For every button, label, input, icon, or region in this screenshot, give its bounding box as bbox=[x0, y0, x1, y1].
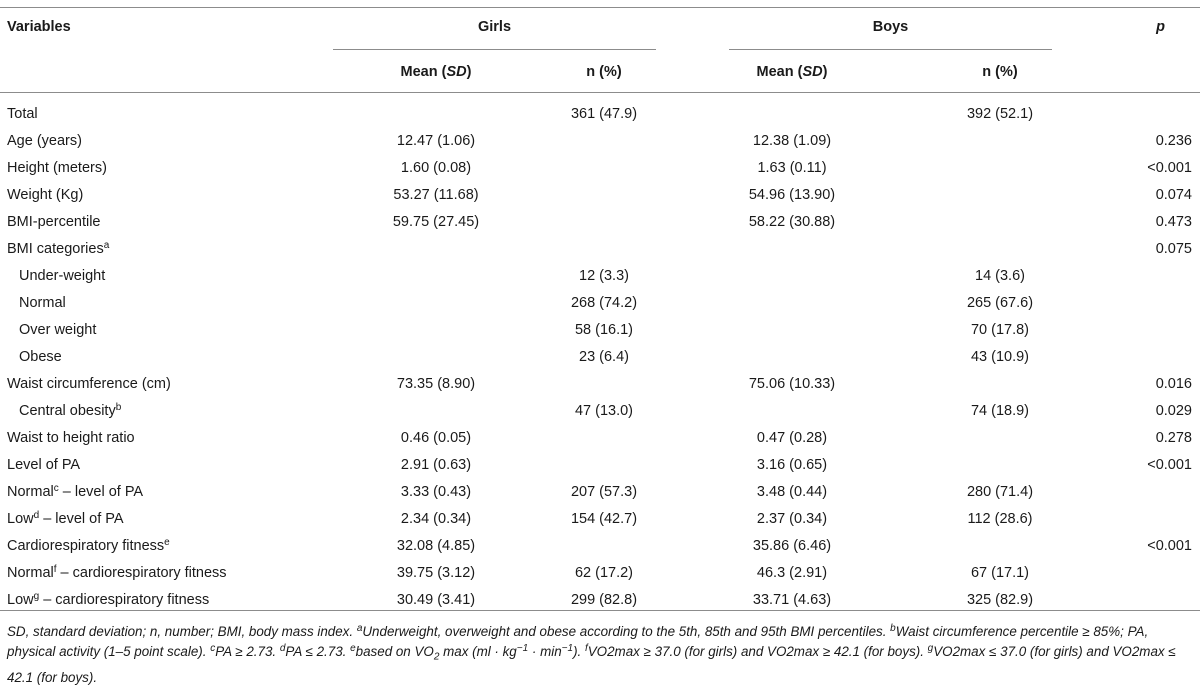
footnote-text: Underweight, overweight and obese according to the 5th, 85th and 95th BMI percentiles. bbox=[362, 624, 891, 639]
boys-mean-cell: 33.71 (4.63) bbox=[752, 592, 832, 608]
p-value-cell: 0.473 bbox=[1155, 214, 1192, 230]
boys-span-rule bbox=[729, 49, 1052, 50]
header-girls-n bbox=[504, 63, 704, 81]
boys-mean-cell: 58.22 (30.88) bbox=[748, 214, 836, 230]
row-label bbox=[19, 294, 66, 312]
p-value-cell: 0.029 bbox=[1155, 403, 1192, 419]
row-label-text: Height (meters) bbox=[7, 160, 107, 176]
girls-n-cell: 154 (42.7) bbox=[570, 511, 638, 527]
footnote-marker: a bbox=[356, 623, 363, 634]
footnote-marker: f bbox=[584, 643, 588, 654]
row-label-text: BMI-percentile bbox=[7, 214, 101, 230]
footnote-marker: c bbox=[210, 643, 216, 654]
row-label-text: Normal bbox=[19, 295, 66, 311]
row-label-suffix: – cardiorespiratory fitness bbox=[39, 592, 210, 608]
girls-mean-cell: 30.49 (3.41) bbox=[396, 592, 476, 608]
boys-n-cell: 67 (17.1) bbox=[970, 565, 1030, 581]
n-pct-label: n (%) bbox=[586, 64, 622, 80]
girls-mean-cell: 59.75 (27.45) bbox=[392, 214, 480, 230]
girls-n-cell: 268 (74.2) bbox=[570, 295, 638, 311]
row-label bbox=[7, 591, 209, 609]
row-label bbox=[19, 267, 105, 285]
footnote-text: based on VO bbox=[355, 644, 434, 659]
row-label-text: Weight (Kg) bbox=[7, 187, 84, 203]
row-label bbox=[7, 132, 82, 150]
mean-label: Mean (SD) bbox=[756, 64, 828, 80]
row-label-suffix: – level of PA bbox=[58, 484, 144, 500]
row-label bbox=[7, 510, 124, 528]
girls-n-cell: 207 (57.3) bbox=[570, 484, 638, 500]
footnote-marker: d bbox=[279, 643, 286, 654]
girls-mean-cell: 0.46 (0.05) bbox=[400, 430, 472, 446]
boys-mean-cell: 2.37 (0.34) bbox=[756, 511, 828, 527]
row-label bbox=[19, 348, 62, 366]
boys-mean-cell: 1.63 (0.11) bbox=[757, 160, 827, 176]
boys-n-cell: 280 (71.4) bbox=[966, 484, 1034, 500]
row-label-text: Low bbox=[7, 592, 34, 608]
footnote-marker: e bbox=[164, 537, 170, 548]
row-label bbox=[7, 105, 38, 123]
row-label bbox=[7, 456, 80, 474]
boys-n-cell: 70 (17.8) bbox=[970, 322, 1030, 338]
girls-span-rule bbox=[333, 49, 656, 50]
footnote-marker: d bbox=[33, 510, 40, 521]
girls-mean-cell: 3.33 (0.43) bbox=[400, 484, 472, 500]
table-footnote bbox=[7, 622, 1193, 688]
boys-mean-cell: 3.16 (0.65) bbox=[756, 457, 828, 473]
boys-mean-cell: 0.47 (0.28) bbox=[756, 430, 828, 446]
footnote-text: · min bbox=[528, 644, 562, 659]
boys-mean-cell: 12.38 (1.09) bbox=[752, 133, 832, 149]
boys-n-cell: 14 (3.6) bbox=[975, 268, 1025, 284]
table-bottom-rule bbox=[0, 610, 1200, 611]
row-label-text: Age (years) bbox=[7, 133, 82, 149]
girls-mean-cell: 2.34 (0.34) bbox=[400, 511, 472, 527]
row-label-text: Level of PA bbox=[7, 457, 81, 473]
footnote-text: ). bbox=[573, 644, 585, 659]
header-p: p bbox=[1156, 19, 1165, 35]
row-label-text: Over weight bbox=[19, 322, 97, 338]
girls-mean-cell: 2.91 (0.63) bbox=[400, 457, 472, 473]
row-label-text: Low bbox=[7, 511, 34, 527]
footnote-text: VO2max ≤ 37.0 (for girls) and VO2max ≤ 42.1 (for boys). bbox=[7, 644, 1176, 685]
n-pct-label: n (%) bbox=[982, 64, 1018, 80]
row-label bbox=[19, 402, 121, 420]
p-value-cell: <0.001 bbox=[1147, 457, 1192, 473]
p-value-cell: 0.278 bbox=[1155, 430, 1192, 446]
row-label-suffix: – level of PA bbox=[39, 511, 124, 527]
row-label bbox=[7, 213, 100, 231]
row-label bbox=[19, 321, 96, 339]
row-label-text: Central obesity bbox=[19, 403, 116, 419]
footnote-marker: g bbox=[927, 643, 934, 654]
boys-mean-cell: 54.96 (13.90) bbox=[748, 187, 836, 203]
girls-mean-cell: 12.47 (1.06) bbox=[396, 133, 476, 149]
boys-n-cell: 43 (10.9) bbox=[970, 349, 1030, 365]
header-boys-n bbox=[900, 63, 1100, 81]
row-label bbox=[7, 240, 109, 258]
footnote-marker: a bbox=[103, 240, 110, 251]
table-top-rule bbox=[0, 7, 1200, 8]
girls-n-cell: 58 (16.1) bbox=[574, 322, 634, 338]
row-label bbox=[7, 186, 83, 204]
boys-n-cell: 112 (28.6) bbox=[967, 511, 1033, 527]
row-label-text: Obese bbox=[19, 349, 62, 365]
row-label bbox=[7, 375, 171, 393]
girls-mean-cell: 73.35 (8.90) bbox=[396, 376, 476, 392]
girls-mean-cell: 53.27 (11.68) bbox=[393, 187, 479, 203]
row-label-text: Total bbox=[7, 106, 38, 122]
row-label-text: Under-weight bbox=[19, 268, 106, 284]
footnote-exponent: −1 bbox=[516, 643, 529, 654]
footnote-exponent: −1 bbox=[561, 643, 574, 654]
row-label bbox=[7, 564, 227, 582]
header-boys: Boys bbox=[872, 19, 909, 35]
footnote-marker: g bbox=[33, 591, 40, 602]
row-label bbox=[7, 429, 135, 447]
header-variables: Variables bbox=[7, 19, 71, 35]
p-value-cell: 0.074 bbox=[1155, 187, 1192, 203]
girls-n-cell: 47 (13.0) bbox=[574, 403, 634, 419]
row-label-text: BMI categories bbox=[7, 241, 104, 257]
footnote-text: SD, standard deviation; n, number; BMI, body mass index. bbox=[7, 624, 357, 639]
row-label-suffix: – cardiorespiratory fitness bbox=[56, 565, 227, 581]
boys-mean-cell: 35.86 (6.46) bbox=[752, 538, 832, 554]
girls-n-cell: 299 (82.8) bbox=[570, 592, 638, 608]
boys-n-cell: 265 (67.6) bbox=[966, 295, 1034, 311]
row-label-text: Waist circumference (cm) bbox=[7, 376, 171, 392]
girls-n-cell: 23 (6.4) bbox=[579, 349, 629, 365]
footnote-marker: c bbox=[53, 483, 59, 494]
footnote-marker: b bbox=[115, 402, 122, 413]
girls-mean-cell: 1.60 (0.08) bbox=[400, 160, 472, 176]
row-label-text: Normal bbox=[7, 484, 54, 500]
footnote-text: max (ml · kg bbox=[439, 644, 517, 659]
row-label-text: Waist to height ratio bbox=[7, 430, 135, 446]
boys-mean-cell: 46.3 (2.91) bbox=[756, 565, 828, 581]
girls-n-cell: 62 (17.2) bbox=[574, 565, 634, 581]
header-girls: Girls bbox=[477, 19, 512, 35]
header-boys-mean bbox=[692, 63, 892, 81]
p-value-cell: 0.016 bbox=[1155, 376, 1192, 392]
boys-mean-cell: 75.06 (10.33) bbox=[748, 376, 836, 392]
footnote-text: VO2max ≥ 37.0 (for girls) and VO2max ≥ 42.1 (for boys). bbox=[587, 644, 928, 659]
girls-n-cell: 361 (47.9) bbox=[570, 106, 638, 122]
footnote-text: PA ≤ 2.73. bbox=[285, 644, 351, 659]
row-label bbox=[7, 483, 143, 501]
girls-n-cell: 12 (3.3) bbox=[579, 268, 629, 284]
boys-n-cell: 74 (18.9) bbox=[970, 403, 1030, 419]
boys-n-cell: 325 (82.9) bbox=[966, 592, 1034, 608]
p-value-cell: 0.075 bbox=[1155, 241, 1192, 257]
footnote-marker: e bbox=[350, 643, 356, 654]
mean-label: Mean (SD) bbox=[400, 64, 472, 80]
footnote-text: Waist circumference percentile ≥ 85%; PA, physical activity (1–5 point scale). bbox=[7, 624, 1149, 659]
row-label bbox=[7, 537, 170, 555]
p-value-cell: <0.001 bbox=[1147, 160, 1192, 176]
header-bottom-rule bbox=[0, 92, 1200, 93]
boys-mean-cell: 3.48 (0.44) bbox=[756, 484, 828, 500]
row-label-text: Cardiorespiratory fitness bbox=[7, 538, 165, 554]
footnote-subscript: 2 bbox=[433, 651, 440, 663]
girls-mean-cell: 39.75 (3.12) bbox=[396, 565, 476, 581]
footnote-text: PA ≥ 2.73. bbox=[215, 644, 280, 659]
p-value-cell: <0.001 bbox=[1147, 538, 1192, 554]
footnote-marker: b bbox=[890, 623, 896, 634]
row-label bbox=[7, 159, 107, 177]
p-value-cell: 0.236 bbox=[1155, 133, 1192, 149]
footnote-marker: f bbox=[53, 564, 57, 575]
girls-mean-cell: 32.08 (4.85) bbox=[396, 538, 476, 554]
row-label-text: Normal bbox=[7, 565, 54, 581]
boys-n-cell: 392 (52.1) bbox=[966, 106, 1034, 122]
